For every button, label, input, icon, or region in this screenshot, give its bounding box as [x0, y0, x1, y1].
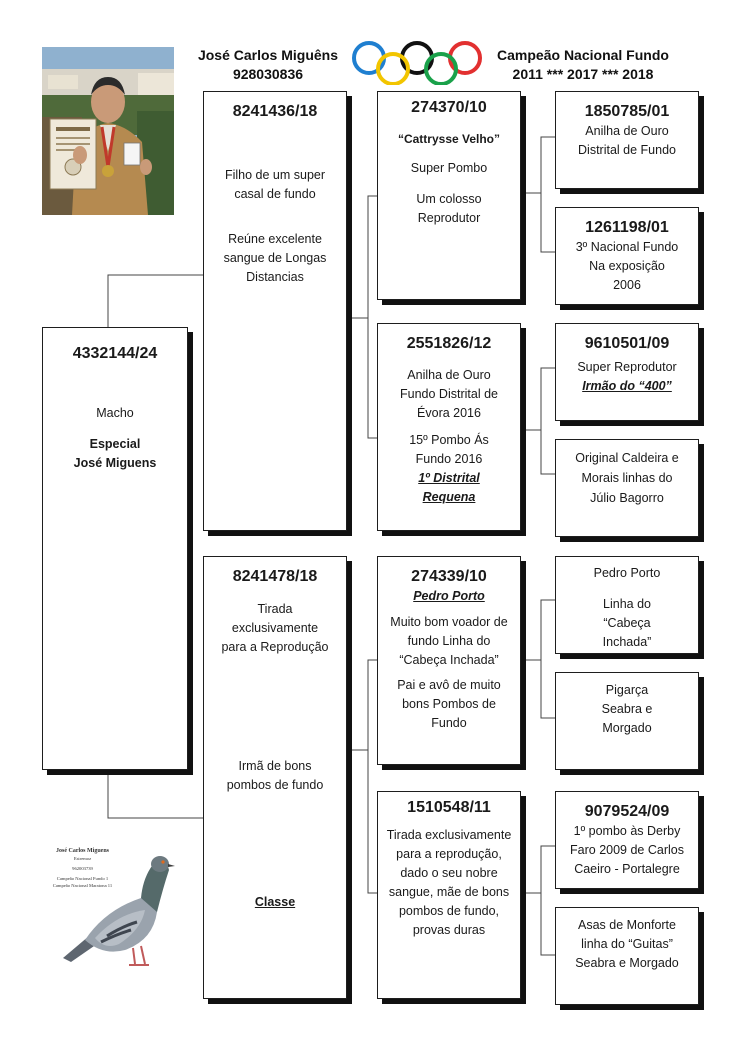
ds-name: Pedro Porto	[413, 589, 485, 603]
ds-ring: 274339/10	[411, 568, 487, 585]
main-bird-line1: Especial	[89, 437, 141, 451]
sire-ring: 8241436/18	[232, 103, 318, 120]
dd-text1: Tirada exclusivamente para a reprodução, dado o seu nobre sangue, mãe de bons pombos de fundo, provas duras	[386, 828, 512, 937]
ddd-text1: Asas de Monforte linha do “Guitas” Seabra e Morgado	[575, 918, 679, 970]
dss-text1: Pedro Porto	[593, 566, 661, 580]
ss-text1: Super Pombo	[410, 161, 488, 175]
dam-box	[203, 556, 347, 999]
sdd-text1: Original Caldeira e Morais linhas do Júlio Bagorro	[575, 451, 679, 505]
main-bird-line2: José Miguens	[73, 456, 157, 470]
dam-text3: Classe	[254, 895, 296, 909]
card-phone: 962003739	[72, 866, 93, 871]
card-role: Estremoz	[73, 856, 92, 861]
sss-text1: Anilha de Ouro Distrital de Fundo	[578, 124, 676, 157]
dds-ring: 9079524/09	[584, 803, 670, 820]
dam-ring: 8241478/18	[232, 568, 318, 585]
ssd-text1: 3º Nacional Fundo Na exposição 2006	[575, 240, 679, 292]
sd-box	[377, 323, 521, 531]
sd-text2: 15º Pombo Ás Fundo 2016	[409, 433, 489, 466]
breeder-card	[45, 840, 175, 975]
dsd-box	[555, 672, 699, 770]
champion-title: Campeão Nacional Fundo	[497, 47, 669, 63]
dss-text2: Linha do “Cabeça Inchada”	[602, 597, 652, 649]
sds-text1: Super Reprodutor	[577, 360, 677, 374]
sd-text1: Anilha de Ouro Fundo Distrital de Évora 2016	[400, 368, 498, 420]
sire-text1: Filho de um super casal de fundo	[224, 168, 326, 201]
breeder-name: José Carlos Miguêns	[197, 47, 339, 63]
ss-box	[377, 91, 521, 300]
pigeon-illustration	[45, 840, 175, 975]
ssd-box	[555, 207, 699, 305]
sire-text2: Reúne excelente sangue de Longas Distancias	[223, 232, 327, 284]
sds-box	[555, 323, 699, 421]
ds-box	[377, 556, 521, 765]
card-line2: Campeão Nacional Maratona 11	[52, 883, 113, 888]
sd-ring: 2551826/12	[406, 335, 492, 352]
champion-years: 2011 *** 2017 *** 2018	[512, 66, 654, 82]
ss-name: “Cattrysse Velho”	[397, 132, 501, 146]
dds-box	[555, 791, 699, 889]
dam-text2: Irmã de bons pombos de fundo	[226, 759, 324, 792]
main-bird-box	[42, 327, 188, 770]
dd-box	[377, 791, 521, 999]
sdd-box	[555, 439, 699, 537]
card-name: José Carlos Miguens	[56, 848, 109, 854]
ds-text1: Muito bom voador de fundo Linha do “Cabeça Inchada”	[390, 615, 508, 667]
ssd-ring: 1261198/01	[585, 219, 669, 236]
main-bird-ring: 4332144/24	[72, 345, 158, 362]
ddd-box	[555, 907, 699, 1005]
dd-ring: 1510548/11	[407, 799, 491, 816]
sss-box	[555, 91, 699, 189]
dsd-text1: Pigarça Seabra e Morgado	[601, 683, 653, 735]
breeder-phone: 928030836	[232, 66, 304, 82]
sds-ring: 9610501/09	[584, 335, 670, 352]
sd-text3: 1º Distrital Requena	[418, 471, 480, 504]
sds-text2: Irmão do “400”	[582, 379, 672, 393]
main-bird-sex: Macho	[96, 406, 134, 420]
sire-box	[203, 91, 347, 531]
card-line1: Campeão Nacional Fundo 1	[56, 876, 109, 881]
ss-text2: Um colosso Reprodutor	[416, 192, 482, 225]
sss-ring: 1850785/01	[584, 103, 670, 120]
ss-ring: 274370/10	[411, 99, 487, 116]
dss-box	[555, 556, 699, 654]
dds-text1: 1º pombo às Derby Faro 2009 de Carlos Caeiro - Portalegre	[570, 824, 684, 876]
ds-text2: Pai e avô de muito bons Pombos de Fundo	[397, 678, 501, 730]
dam-text1: Tirada exclusivamente para a Reprodução	[221, 602, 329, 654]
